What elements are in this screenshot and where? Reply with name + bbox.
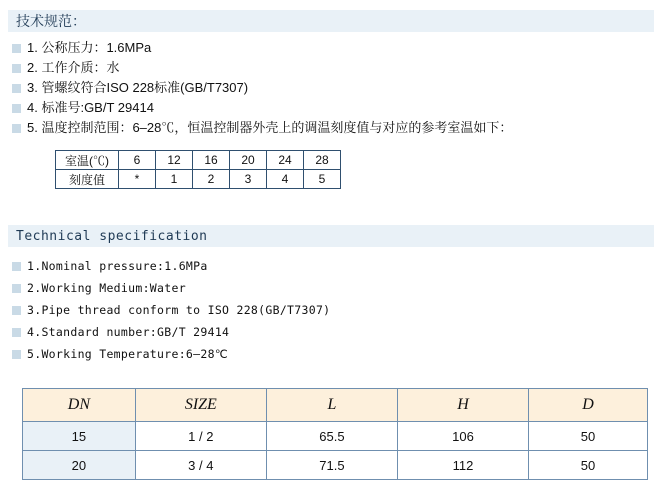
table-row bbox=[23, 422, 648, 451]
column-header-h: H bbox=[397, 389, 528, 422]
bullet-square-icon bbox=[12, 328, 21, 337]
table-cell: * bbox=[119, 170, 156, 189]
list-item bbox=[12, 280, 186, 296]
list-item bbox=[12, 324, 229, 340]
table-cell: 15 bbox=[23, 422, 136, 451]
table-cell: 1 bbox=[156, 170, 193, 189]
temperature-scale-table bbox=[55, 150, 341, 189]
list-item bbox=[12, 100, 154, 116]
table-cell: 16 bbox=[193, 151, 230, 170]
table-cell: 20 bbox=[230, 151, 267, 170]
list-item bbox=[12, 346, 228, 362]
list-item bbox=[12, 40, 151, 56]
column-header-size: SIZE bbox=[135, 389, 266, 422]
list-item bbox=[12, 80, 248, 96]
list-item-label: 1.Nominal pressure:1.6MPa bbox=[27, 259, 208, 273]
english-section-heading-label: Technical specification bbox=[16, 228, 208, 244]
table-cell: 12 bbox=[156, 151, 193, 170]
column-header-l: L bbox=[266, 389, 397, 422]
table-cell: 4 bbox=[267, 170, 304, 189]
table-cell: 50 bbox=[529, 451, 648, 480]
list-item-label: 3. 管螺纹符合ISO 228标准(GB/T7307) bbox=[27, 80, 249, 95]
list-item-label: 5. 温度控制范围：6–28℃，恒温控制器外壳上的调温刻度值与对应的参考室温如下： bbox=[27, 120, 513, 135]
table-cell: 28 bbox=[304, 151, 341, 170]
english-section-heading bbox=[8, 225, 654, 247]
table-cell: 50 bbox=[529, 422, 648, 451]
table-cell: 6 bbox=[119, 151, 156, 170]
bullet-square-icon bbox=[12, 84, 21, 93]
table-cell: 24 bbox=[267, 151, 304, 170]
column-header-dn: DN bbox=[23, 389, 136, 422]
table-cell: 3 / 4 bbox=[135, 451, 266, 480]
table-cell: 20 bbox=[23, 451, 136, 480]
bullet-square-icon bbox=[12, 284, 21, 293]
table-row bbox=[56, 151, 341, 170]
table-cell: 71.5 bbox=[266, 451, 397, 480]
table-cell: 106 bbox=[397, 422, 528, 451]
list-item bbox=[12, 120, 512, 136]
list-item bbox=[12, 258, 208, 274]
bullet-square-icon bbox=[12, 262, 21, 271]
table-cell: 5 bbox=[304, 170, 341, 189]
table-cell: 1 / 2 bbox=[135, 422, 266, 451]
bullet-square-icon bbox=[12, 64, 21, 73]
table-cell: 65.5 bbox=[266, 422, 397, 451]
list-item bbox=[12, 302, 330, 318]
list-item-label: 1. 公称压力：1.6MPa bbox=[27, 40, 152, 55]
table-row bbox=[56, 170, 341, 189]
table-cell: 2 bbox=[193, 170, 230, 189]
column-header-d: D bbox=[529, 389, 648, 422]
bullet-square-icon bbox=[12, 104, 21, 113]
bullet-square-icon bbox=[12, 44, 21, 53]
list-item-label: 2.Working Medium:Water bbox=[27, 281, 186, 295]
list-item-label: 3.Pipe thread conform to ISO 228(GB/T7307) bbox=[27, 303, 331, 317]
list-item bbox=[12, 60, 119, 76]
chinese-section-heading-label: 技术规范： bbox=[16, 13, 86, 29]
table-row bbox=[23, 451, 648, 480]
list-item-label: 5.Working Temperature:6–28℃ bbox=[27, 347, 229, 361]
chinese-section-heading bbox=[8, 10, 654, 32]
table-header-row bbox=[23, 389, 648, 422]
list-item-label: 4. 标准号:GB/T 29414 bbox=[27, 100, 154, 115]
bullet-square-icon bbox=[12, 306, 21, 315]
table-cell: 112 bbox=[397, 451, 528, 480]
dimension-table bbox=[22, 388, 648, 480]
list-item-label: 2. 工作介质：水 bbox=[27, 60, 120, 75]
row-label: 室温(℃) bbox=[56, 151, 119, 170]
bullet-square-icon bbox=[12, 350, 21, 359]
row-label: 刻度值 bbox=[56, 170, 119, 189]
table-cell: 3 bbox=[230, 170, 267, 189]
list-item-label: 4.Standard number:GB/T 29414 bbox=[27, 325, 230, 339]
bullet-square-icon bbox=[12, 124, 21, 133]
